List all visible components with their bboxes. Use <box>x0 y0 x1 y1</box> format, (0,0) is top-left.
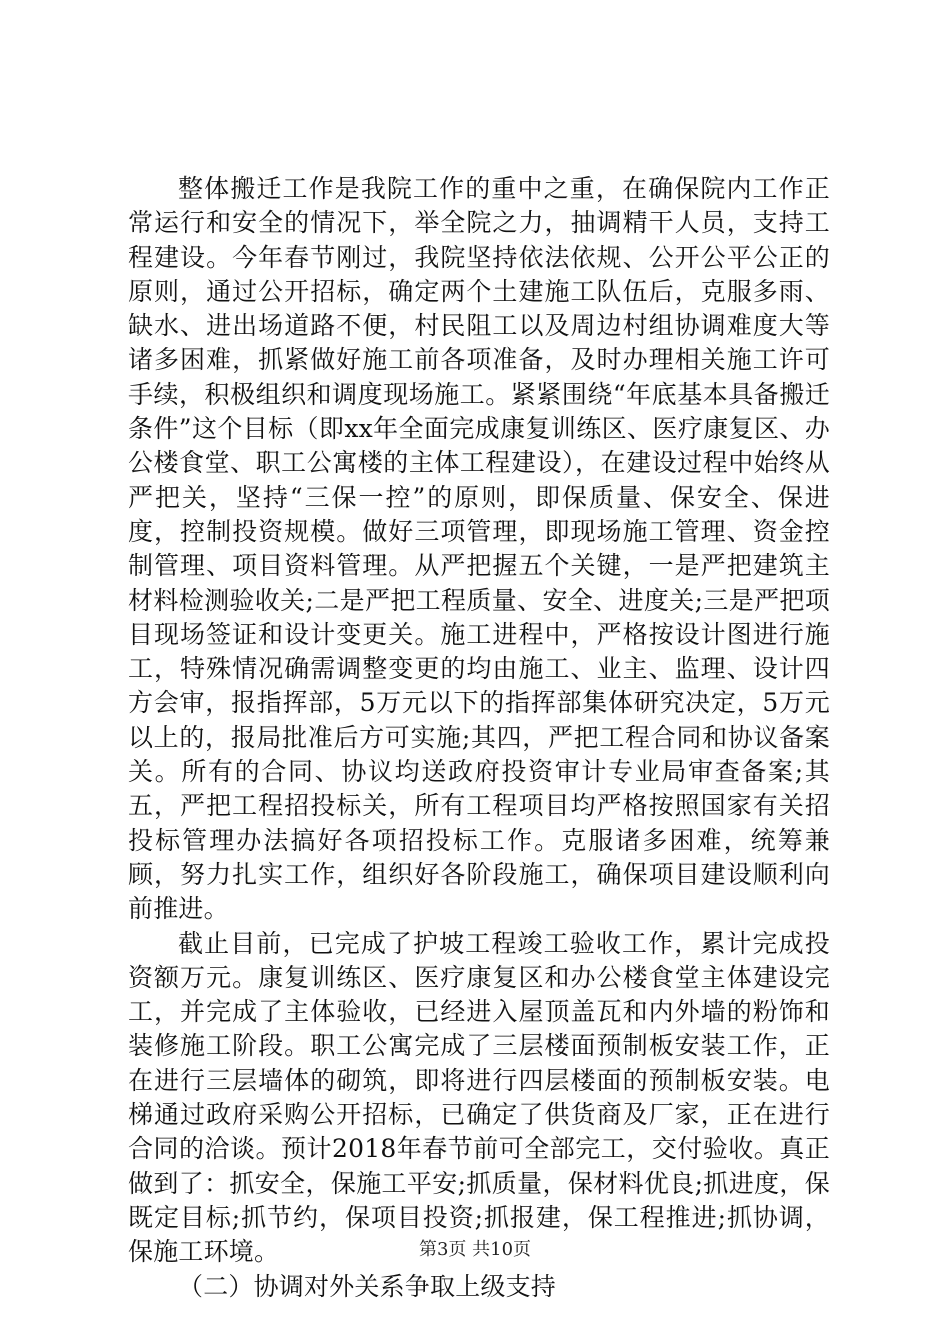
section-subheading: （二）协调对外关系争取上级支持 <box>178 1271 557 1301</box>
page-number-footer: 第3页 共10页 <box>418 1239 532 1260</box>
document-body <box>128 172 830 1304</box>
paragraph-progress-status: 截止目前，已完成了护坡工程竣工验收工作，累计完成投资额万元。康复训练区、医疗康复区和办公楼食堂主体建设完工，并完成了主体验收，已经进入屋顶盖瓦和内外墙的粉饰和装修施工阶段。职工公寓完成了三层楼面预制板安装工作，正在进行三层墙体的砌筑，即将进行四层楼面的预制板安装。电梯通过政府采购公开招标，已确定了供货商及厂家，正在进行合同的洽谈。预计2018年春节前可全部完工，交付验收。真正做到了：抓安全，保施工平安;抓质量，保材料优良;抓进度，保既定目标;抓节约，保项目投资;抓报建，保工程推进;抓协调，保施工环境。 <box>128 928 830 1267</box>
paragraph-construction-work: 整体搬迁工作是我院工作的重中之重，在确保院内工作正常运行和安全的情况下，举全院之力，抽调精干人员，支持工程建设。今年春节刚过，我院坚持依法依规、公开公平公正的原则，通过公开招标，确定两个土建施工队伍后，克服多雨、缺水、进出场道路不便，村民阻工以及周边村组协调难度大等诸多困难，抓紧做好施工前各项准备，及时办理相关施工许可手续，积极组织和调度现场施工。紧紧围绕“年底基本具备搬迁条件”这个目标（即xx年全面完成康复训练区、医疗康复区、办公楼食堂、职工公寓楼的主体工程建设），在建设过程中始终从严把关，坚持“三保一控”的原则，即保质量、保安全、保进度，控制投资规模。做好三项管理，即现场施工管理、资金控制管理、项目资料管理。从严把握五个关键，一是严把建筑主材料检测验收关;二是严把工程质量、安全、进度关;三是严把项目现场签证和设计变更关。施工进程中，严格按设计图进行施工，特殊情况确需调整变更的均由施工、业主、监理、设计四方会审，报指挥部，5万元以下的指挥部集体研究决定，5万元以上的，报局批准后方可实施;其四，严把工程合同和协议备案关。所有的合同、协议均送政府投资审计专业局审查备案;其五，严把工程招投标关，所有工程项目均严格按照国家有关招投标管理办法搞好各项招投标工作。克服诸多困难，统筹兼顾，努力扎实工作，组织好各阶段施工，确保项目建设顺利向前推进。 <box>128 174 830 924</box>
